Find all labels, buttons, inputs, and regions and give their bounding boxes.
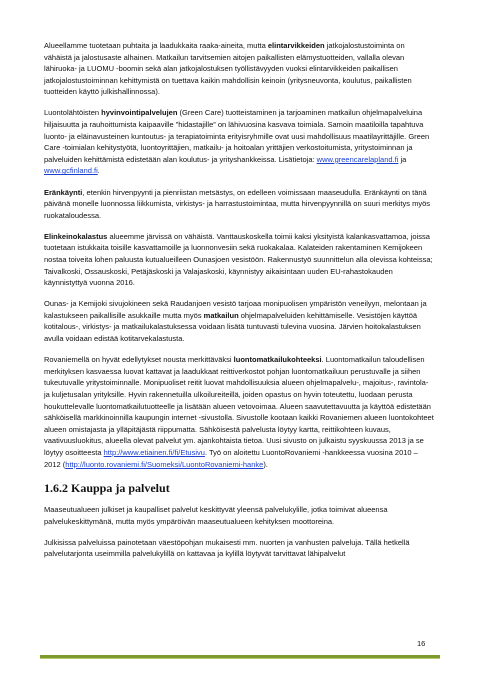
paragraph-julkiset-palvelut: Julkisissa palveluissa painotetaan väestöpohjan mukaisesti mm. nuorten ja vanhusten palveluja. Tällä hetkellä palvelutarjonta useimmilla palvelukylillä on kattavaa ja kylillä löytyvät tarvittavat lähipalvelut [44,537,410,559]
footer-rule-thin [40,658,440,659]
document-body [44,40,434,569]
text-run: Alueellamme tuotetaan puhtaita ja laadukkaita raaka-aineita, mutta [44,41,268,50]
text-run: . Luontomatkailun taloudellisen merkityksen kasvaessa luovat kattavat ja laadukkaat reittiverkostot pohjan luontomatkailuun perustuvalle ja siihen tukeutuvalle yritystoiminnalle. Monipuoliset reitit luovat mahdollisuuksia alueen ohjelmapalvelu-, majoitus-, ravintola- ja kuljetusalan yrityksille. Hyvin rakennetuilla ulkoilureiteillä, joiden opastus on hyvin toteutettu, luodaan perusta houkuttelevalle luontomatkailutuotteelle ja lisätään alueen vetovoimaa. Alueen saavutettavuutta ja käyttöä edistetään sähköisellä markkinoinnilla kaupungin internet -sivustolla. Sivustolle kootaan kaikki Rovaniemen alueen luontokohteet alueen omistajasta ja ylläpitäjästä riippumatta. Sähköisestä palvelusta löytyy kartta, reittikohteen kuvaus, vaativuusluokitus, alueella olevat palvelut ym. ajankohtaista tietoa. Uusi sivusto on julkaistu syyskuussa 2013 ja se löytyy osoitteesta [44,355,434,457]
text-run: alueemme järvissä on vähäistä. Vanttauskoskella toimii kaksi yksityistä kalankasvattamoa, joissa tuotetaan istukkaita toisille kasvattamoille ja luonnonvesiin sekä ruokakalaa. Kalateiden rakentaminen Kemijokeen nostaa toiveita lohen paluusta kutualueilleen Ounasjoen vesistöön. Rakennustyö suunnittelun alla olevissa kohteissa; Taivalkoski, Ossauskoski, Petäjäskoski ja Valajaskoski, käynnistyy aikaisintaan uuden EU-rahastokauden käynnistyttyä vuonna 2016. [44,231,433,288]
bold-term: hyvinvointipalvelujen [101,108,178,118]
text-run: (Green Care) tuotteistaminen ja tarjoaminen matkailun ohjelmapalveluina hiljaisuutta ja rauhoittumista kaipaaville ”hidastajille” on lähivuosina kasvava toimiala. Samoin maatiloilla tapahtuva luonto- ja eläinavusteinen kuntoutus- ja terapiatoiminta erityisryhmille ovat uusi mahdollisuus maatilayrittäjille. Green Care -toimialan kehitystyötä, luontoyrittäjien, matkailu- ja hoitoalan yrittäjien verkostoitumista, yritystoiminnan ja palveluiden kehittämistä edistetään alan koulutus- ja yrityshankkeissa. Lisätietoja: [44,108,430,164]
bold-term: luontomatkailukohteeksi [233,355,322,365]
text-run: jatkojalostustoiminta on vähäistä ja jalostusaste alhainen. Matkailun tarvitsemien aitojen paikallisten elämystuotteiden, vallalla olevan lähiruoka- ja LUOMU -boomin sekä alan jatkojalostuksen työllistävyyden vuoksi elintarvikkeiden paikallisen jatkojalostustoiminnan kehittymistä on tuettava kaikin mahdollisin keinoin (yritysneuvonta, koulutus, paikallisten tuotteiden käyttö julkishallinnossa). [44,41,412,97]
bold-term: Eränkäynti [44,187,83,197]
text-run: Rovaniemellä on hyvät edellytykset nousta merkittäväksi [44,355,234,365]
section-heading: 1.6.2 Kauppa ja palvelut [44,481,170,496]
paragraph-elintarvikkeet [44,40,434,98]
page-number: 16 [417,639,426,648]
paragraph-elinkeinokalastus [44,231,434,289]
text-run: Luontolähtöisten [44,108,102,118]
paragraph-vesistot [44,298,434,344]
luontorovaniemi-link[interactable]: http://luonto.rovaniemi.fi/Suomeksi/LuontoRovaniemi-hanke [65,459,264,469]
paragraph-hyvinvointipalvelut [44,107,434,177]
text-run: ohjelmapalveluiden kehittämiselle. Vesistöjen käyttöä kotitalous-, virkistys- ja matkailukalastuksessa voidaan lisätä tuntuvasti tulevina vuosina. Järvien hoitokalastuksen avulla voidaan edistää kotitarvekalastusta. [44,310,421,344]
text-run: ja [398,154,407,164]
etiainen-link[interactable]: http://www.etiainen.fi/fi/Etusivu [103,447,205,457]
paragraph-erankaynti [44,187,434,222]
paragraph-luontomatkailu [44,354,434,470]
bold-term: Elinkeinokalastus [44,231,108,241]
bold-term: matkailun [203,310,239,320]
greencare-link[interactable]: www.greencarelapland.fi [316,154,399,164]
text-run: Ounas- ja Kemijoki sivujokineen sekä Raudanjoen vesistö tarjoaa monipuolisen ympäristön veneilyyn, melontaan ja kalastukseen paikallisille asukkaille mutta myös [44,299,427,320]
gcfinland-link[interactable]: www.gcfinland.fi [44,166,98,176]
text-run: ). [263,459,268,469]
text-run: . Työ on aloitettu LuontoRovaniemi -hankkeessa vuosina 2010 – 2012 ( [44,447,418,469]
paragraph-palvelukylat: Maaseutualueen julkiset ja kaupalliset palvelut keskittyvät yleensä palvelukylille, jotka toimivat alueensa palvelukeskittymänä, mutta myös ympäröivän maaseutualueen kehityksen moottoreina. [44,505,388,526]
text-run: , etenkin hirvenpyynti ja pienriistan metsästys, on edelleen voimissaan maaseudulla. Eränkäynti on tänä päivänä monelle luonnossa liikkumista, virkistys- ja harrastustoimintaa, mutta hirvenpyynnillä on suuri merkitys myös ruokataloudessa. [44,187,430,220]
text-run: . [97,166,100,176]
bold-term: elintarvikkeiden [267,41,325,50]
